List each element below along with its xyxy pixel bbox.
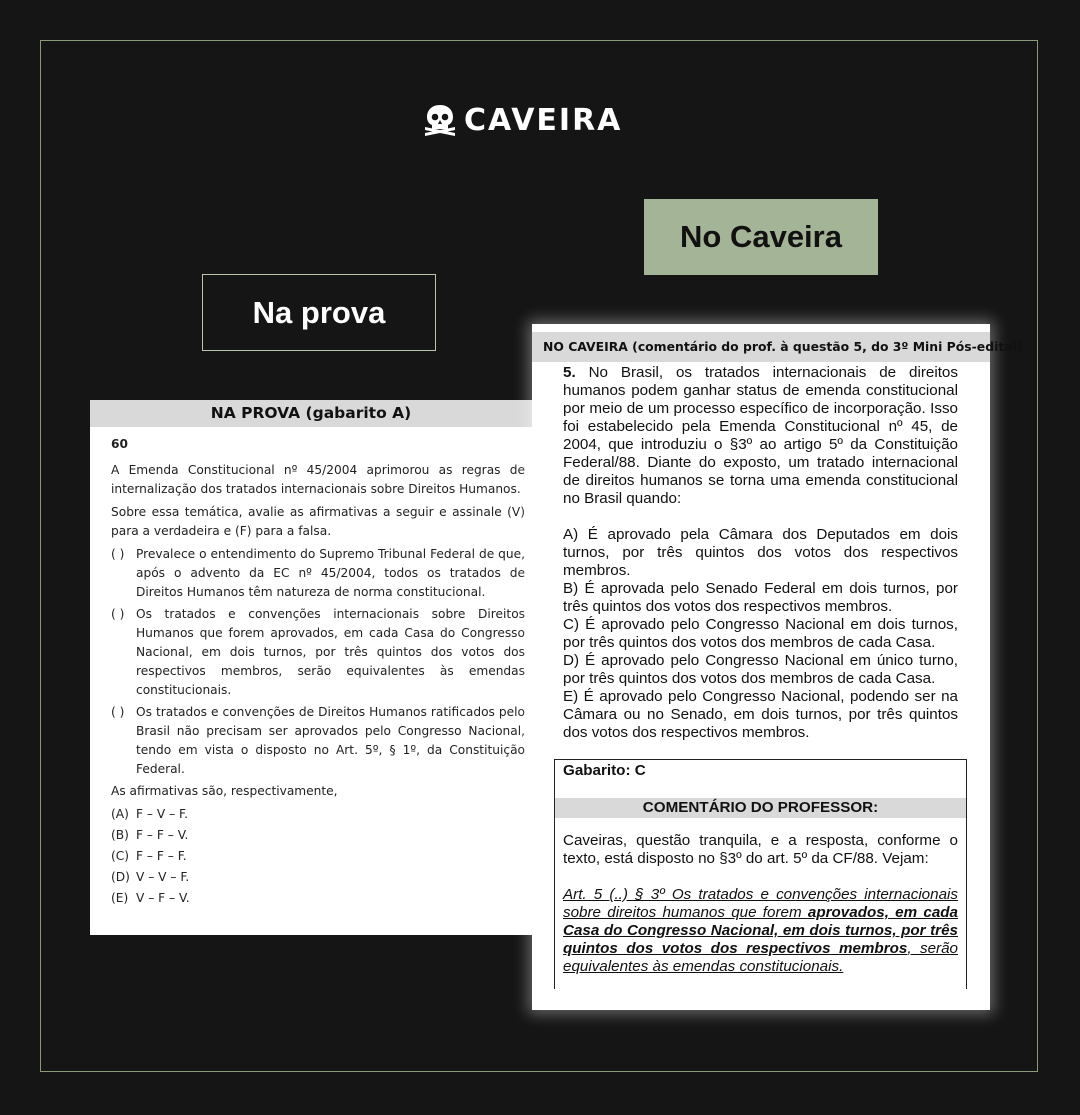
option-text: V – F – V.: [136, 891, 190, 905]
exam-header: NA PROVA (gabarito A): [90, 400, 532, 427]
statement-box: ( ): [111, 705, 125, 719]
caveira-question: [563, 364, 958, 508]
statement-text: Os tratados e convenções internacionais sobre Direitos Humanos que forem aprovados, em cada Casa do Congresso Nacional, em dois turnos, por três quintos dos votos dos respectivos membros, serão equivalentes às emendas constitucionais.: [136, 607, 525, 697]
answer-option: [111, 889, 525, 908]
caveira-option: C) É aprovado pelo Congresso Nacional em dois turnos, por três quintos dos votos dos membros de cada Casa.: [563, 616, 958, 651]
na-prova-label: Na prova: [202, 274, 436, 351]
option-letter: (A): [111, 807, 129, 821]
option-text: F – V – F.: [136, 807, 188, 821]
quote-part2: , serão equivalentes às emendas constitucionais.: [563, 940, 958, 975]
quote-part1: Art. 5 (..) § 3º Os tratados e convenções internacionais sobre direitos humanos que forem: [563, 886, 958, 921]
caveira-question-card: [532, 324, 1023, 1010]
option-text: V – V – F.: [136, 870, 190, 884]
answer-box: [554, 759, 967, 989]
answer-option: [111, 868, 525, 887]
caveira-question-text: No Brasil, os tratados internacionais de direitos humanos podem ganhar status de emenda constitucional por meio de um processo específico de incorporação. Isso foi estabelecido pela Emenda Constitucional nº 45, de 2004, que introduziu o §3º ao artigo 5º da Constituição Federal/88. Diante do exposto, um tratado internacional de direitos humanos se torna uma emenda constitucional no Brasil quando:: [563, 364, 958, 507]
caveira-option: A) É aprovado pela Câmara dos Deputados em dois turnos, por três quintos dos votos dos respectivos membros.: [563, 526, 958, 579]
option-letter: (D): [111, 870, 130, 884]
answer-option: [111, 847, 525, 866]
caveira-header: NO CAVEIRA (comentário do prof. à questão 5, do 3º Mini Pós-edital): [532, 332, 990, 362]
statement-item: [111, 545, 525, 602]
professor-comment: Caveiras, questão tranquila, e a resposta, conforme o texto, está disposto no §3º do art. 5º da CF/88. Vejam:: [563, 832, 958, 867]
question-closing: As afirmativas são, respectivamente,: [111, 784, 338, 798]
option-text: F – F – F.: [136, 849, 187, 863]
question-instruction: Sobre essa temática, avalie as afirmativas a seguir e assinale (V) para a verdadeira e (F) para a falsa.: [111, 505, 525, 538]
no-caveira-label: No Caveira: [644, 199, 878, 275]
brand-name: CAVEIRA: [464, 102, 623, 138]
caveira-option: B) É aprovada pelo Senado Federal em dois turnos, por três quintos dos votos dos respectivos membros.: [563, 580, 958, 615]
question-number: 60: [111, 437, 128, 451]
option-text: F – F – V.: [136, 828, 189, 842]
statement-box: ( ): [111, 547, 125, 561]
exam-question-card: [90, 400, 532, 935]
comment-header: COMENTÁRIO DO PROFESSOR:: [555, 798, 966, 818]
option-letter: (C): [111, 849, 130, 863]
answer-option: [111, 826, 525, 845]
caveira-option: E) É aprovado pelo Congresso Nacional, podendo ser na Câmara ou no Senado, em dois turnos, por três quintos dos votos dos respectivos membros.: [563, 688, 958, 741]
caveira-option: D) É aprovado pelo Congresso Nacional em único turno, por três quintos dos votos dos membros de cada Casa.: [563, 652, 958, 687]
answer-option: [111, 805, 525, 824]
statement-text: Os tratados e convenções de Direitos Humanos ratificados pelo Brasil não precisam ser aprovados pelo Congresso Nacional, tendo em vista o disposto no Art. 5º, § 1º, da Constituição Federal.: [136, 705, 525, 776]
statement-text: Prevalece o entendimento do Supremo Tribunal Federal de que, após o advento da EC nº 45/2004, todos os tratados de Direitos Humanos têm natureza de norma constitucional.: [136, 547, 525, 599]
option-letter: (B): [111, 828, 129, 842]
statement-item: [111, 703, 525, 779]
caveira-question-number: 5.: [563, 364, 576, 381]
option-letter: (E): [111, 891, 129, 905]
statement-box: ( ): [111, 607, 125, 621]
statement-item: [111, 605, 525, 700]
brand-logo: [424, 102, 622, 138]
answer-key: Gabarito: C: [563, 762, 646, 779]
law-quote: [563, 886, 958, 976]
quote-bold: aprovados, em cada Casa do Congresso Nacional, em dois turnos, por três quintos dos votos dos respectivos membros: [563, 904, 958, 957]
skull-icon: [424, 103, 456, 137]
question-intro: A Emenda Constitucional nº 45/2004 aprimorou as regras de internalização dos tratados internacionais sobre Direitos Humanos.: [111, 463, 525, 496]
